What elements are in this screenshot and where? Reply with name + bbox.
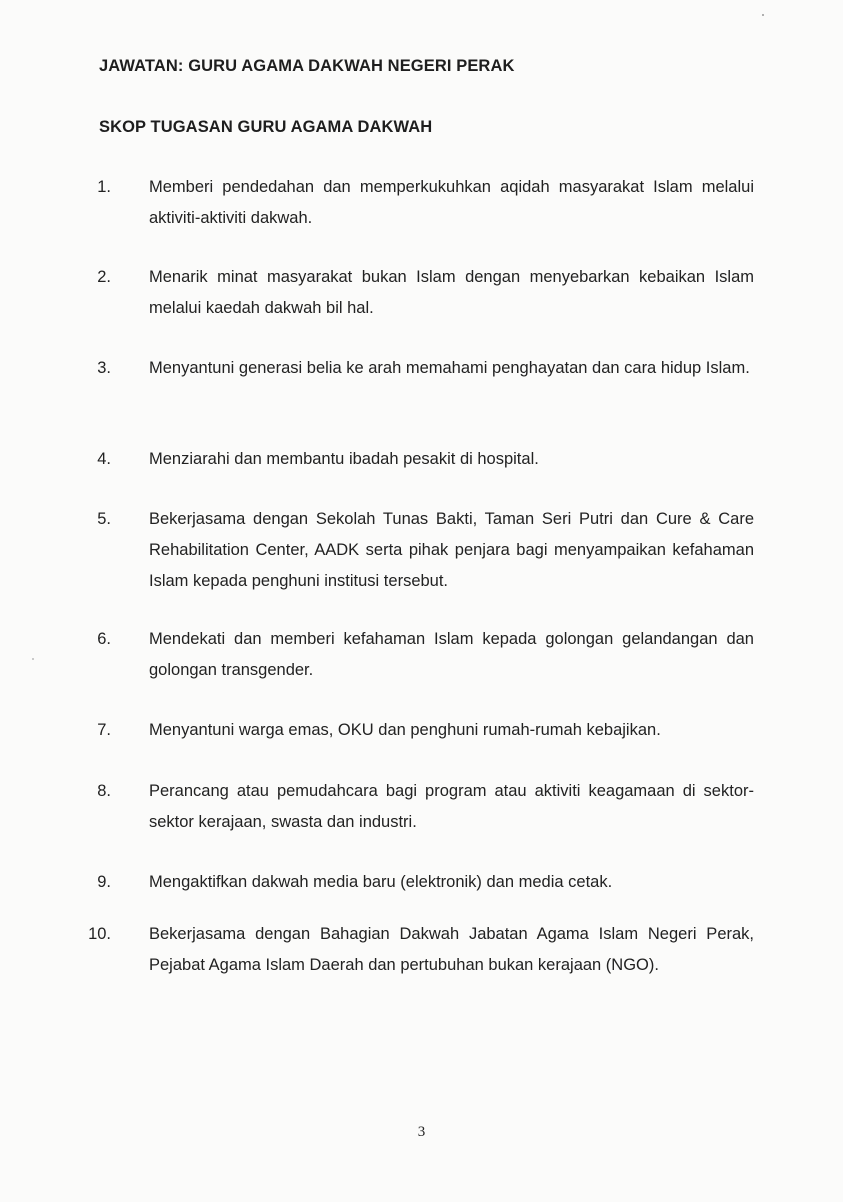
page-number: 3 [417, 1124, 426, 1140]
section-heading: SKOP TUGASAN GURU AGAMA DAKWAH [99, 118, 433, 136]
list-item [90, 444, 754, 475]
item-number: 1. [97, 178, 111, 196]
item-number: 5. [97, 510, 111, 528]
item-text: Menyantuni warga emas, OKU dan penghuni rumah-rumah kebajikan. [149, 721, 661, 739]
item-number: 7. [97, 721, 111, 739]
list-item [90, 715, 754, 746]
list-item [90, 172, 754, 234]
list-item [90, 867, 754, 898]
item-number: 4. [97, 450, 111, 468]
item-text: Bekerjasama dengan Bahagian Dakwah Jabatan Agama Islam Negeri Perak, Pejabat Agama Islam Daerah dan pertubuhan bukan kerajaan (NGO). [149, 925, 754, 974]
document-title: JAWATAN: GURU AGAMA DAKWAH NEGERI PERAK [99, 57, 515, 75]
list-item [90, 353, 754, 384]
scan-speck [32, 658, 34, 660]
item-text: Mendekati dan memberi kefahaman Islam kepada golongan gelandangan dan golongan transgender. [149, 630, 754, 679]
item-text: Bekerjasama dengan Sekolah Tunas Bakti, Taman Seri Putri dan Cure & Care Rehabilitation Center, AADK serta pihak penjara bagi menyampaikan kefahaman Islam kepada penghuni institusi tersebut. [149, 510, 754, 590]
item-text: Menziarahi dan membantu ibadah pesakit di hospital. [149, 450, 539, 468]
item-number: 3. [97, 359, 111, 377]
item-number: 8. [97, 782, 111, 800]
item-text: Memberi pendedahan dan memperkukuhkan aqidah masyarakat Islam melalui aktiviti-aktiviti dakwah. [149, 178, 754, 227]
list-item [90, 624, 754, 686]
item-text: Menarik minat masyarakat bukan Islam dengan menyebarkan kebaikan Islam melalui kaedah dakwah bil hal. [149, 268, 754, 317]
list-item [90, 504, 754, 597]
list-item [90, 919, 754, 981]
item-text: Menyantuni generasi belia ke arah memahami penghayatan dan cara hidup Islam. [149, 359, 750, 377]
item-number: 10. [88, 925, 111, 943]
item-number: 9. [97, 873, 111, 891]
scan-speck [762, 14, 764, 16]
list-item [90, 776, 754, 838]
item-text: Perancang atau pemudahcara bagi program atau aktiviti keagamaan di sektor-sektor kerajaan, swasta dan industri. [149, 782, 754, 831]
item-number: 6. [97, 630, 111, 648]
item-number: 2. [97, 268, 111, 286]
item-text: Mengaktifkan dakwah media baru (elektronik) dan media cetak. [149, 873, 613, 891]
list-item [90, 262, 754, 324]
